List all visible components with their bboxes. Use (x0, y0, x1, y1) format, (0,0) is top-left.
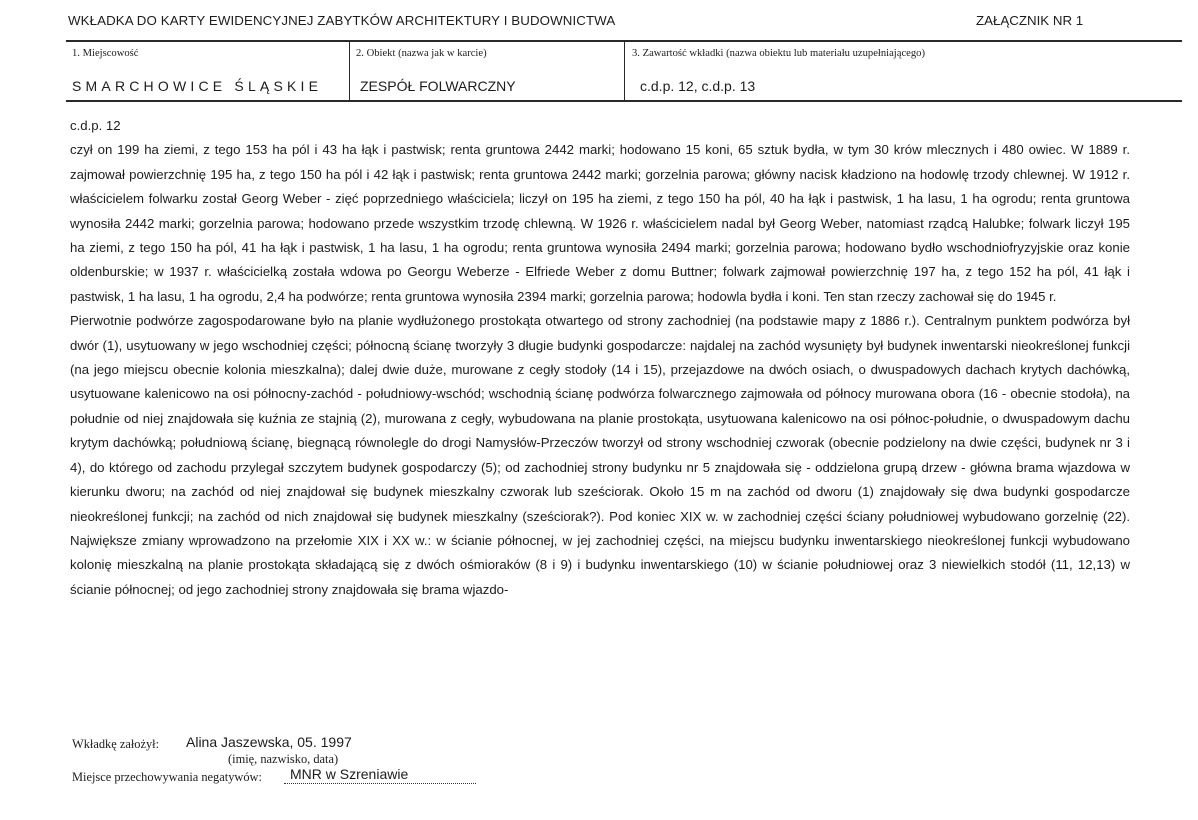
body-text (70, 114, 1130, 602)
form-title: WKŁADKA DO KARTY EWIDENCYJNEJ ZABYTKÓW ARCHITEKTURY I BUDOWNICTWA (68, 13, 616, 28)
paragraph-layout: Pierwotnie podwórze zagospodarowane było na planie wydłużonego prostokąta otwartego od strony zachodniej (na podstawie mapy z 1886 r.). Centralnym punktem podwórza był dwór (1), usytuowany w jego wschodniej części; północną ścianę tworzyły 3 długie budynki gospodarcze: najdalej na zachód wysunięty był budynek inwentarski nieokreślonej funkcji (na jego miejscu obecnie kolonia mieszkalna); dalej dwie duże, murowane z cegły stodoły (14 i 15), przejazdowe na dwóch osiach, o dwuspadowych dachach krytych dachówką, usytuowane kalenicowo na osi północny-zachód - południowy-wschód; wschodnią ścianę podwórza folwarcznego zajmowała od północy murowana obora (16 - obecnie stodoła), na południe od niej znajdowała się kuźnia ze stajnią (2), murowana z cegły, wybudowana na planie prostokąta, usytuowana kalenicowo na osi północ-południe, o dwuspadowym dachu krytym dachówką; południową ścianę, biegnącą równolegle do drogi Namysłów-Przeczów tworzył od strony wschodniej czworak (obecnie podzielony na dwie części, budynek nr 3 i 4), do którego od zachodu przylegał szczytem budynek gospodarczy (5); od zachodniej strony budynku nr 5 znajdowała się - oddzielona grupą drzew - główna brama wjazdowa w kierunku dworu; na zachód od niej znajdował się budynek mieszkalny czworak lub sześciorak. Około 15 m na zachód od dworu (1) znajdowały się dwa budynki gospodarcze nieokreślonej funkcji; na zachód od nich znajdował się budynek mieszkalny (sześciorak?). Pod koniec XIX w. w zachodniej części ściany południowej wybudowano gorzelnię (22). Największe zmiany wprowadzono na przełomie XIX i XX w.: w ścianie północnej, w jej zachodniej części, na miejscu budynku inwentarskiego nieokreślonej funkcji wybudowano kolonię mieszkalną na planie prostokąta składającą się z dwóch ośmioraków (8 i 9) i budynku inwentarskiego (10) w ścianie południowej oraz 3 niewielkich stodół (11, 12,13) w ścianie północnej; od jego zachodniej strony znajdowała się brama wjazdo- (70, 313, 1130, 597)
section-heading: c.d.p. 12 (70, 118, 121, 133)
attachment-number: ZAŁĄCZNIK NR 1 (976, 13, 1084, 28)
place-value: SMARCHOWICE ŚLĄSKIE (72, 78, 323, 94)
founder-value: Alina Jaszewska, 05. 1997 (186, 734, 352, 750)
object-label: 2. Obiekt (nazwa jak w karcie) (356, 48, 487, 59)
founder-hint: (imię, nazwisko, data) (228, 752, 339, 766)
storage-label: Miejsce przechowywania negatywów: (72, 770, 262, 784)
insert-content-value: c.d.p. 12, c.d.p. 13 (640, 78, 756, 94)
place-label: 1. Miejscowość (72, 48, 139, 59)
object-value: ZESPÓŁ FOLWARCZNY (360, 78, 516, 94)
field-divider-1 (349, 41, 350, 101)
founder-label: Wkładkę założył: (72, 737, 160, 751)
insert-content-label: 3. Zawartość wkładki (nazwa obiektu lub materiału uzupełniającego) (632, 48, 925, 59)
storage-underline (284, 783, 476, 784)
field-divider-2 (624, 41, 625, 101)
paragraph-history: czył on 199 ha ziemi, z tego 153 ha pól i 43 ha łąk i pastwisk; renta gruntowa 2442 marki; hodowano 15 koni, 65 sztuk bydła, w tym 30 krów mlecznych i 480 owiec. W 1889 r. zajmował powierzchnię 195 ha, z tego 150 ha pól i 42 łąk i pastwisk; renta gruntowa 2442 marki; gorzelnia parowa; główny nacisk kładziono na hodowlę trzody chlewnej. W 1912 r. właścicielem folwarku został Georg Weber - zięć poprzedniego właściciela; liczył on 195 ha ziemi, z tego 150 ha pól, 40 ha łąk i pastwisk, 1 ha lasu, 1 ha ogrodu; renta gruntowa wynosiła 2442 marki; gorzelnia parowa; hodowano przede wszystkim trzodę chlewną. W 1926 r. właścicielem nadal był Georg Weber, natomiast rządcą Halubke; folwark liczył 195 ha ziemi, z tego 150 ha pól, 41 ha łąk i pastwisk, 1 ha lasu, 1 ha ogrodu; renta gruntowa wynosiła 2494 marki; gorzelnia parowa; hodowano bydło wschodniofryzyjskie oraz konie oldenburskie; w 1937 r. właścicielką została wdowa po Georgu Weberze - Elfriede Weber z domu Buttner; folwark zajmował powierzchnię 197 ha, z tego 152 ha pól, 41 łąk i pastwisk, 1 ha lasu, 1 ha ogrodu, 2,4 ha podwórze; renta gruntowa wynosiła 2394 marki; gorzelnia parowa; hodowla bydła i koni. Ten stan rzeczy zachował się do 1945 r. (70, 142, 1130, 304)
storage-value: MNR w Szreniawie (290, 766, 409, 782)
